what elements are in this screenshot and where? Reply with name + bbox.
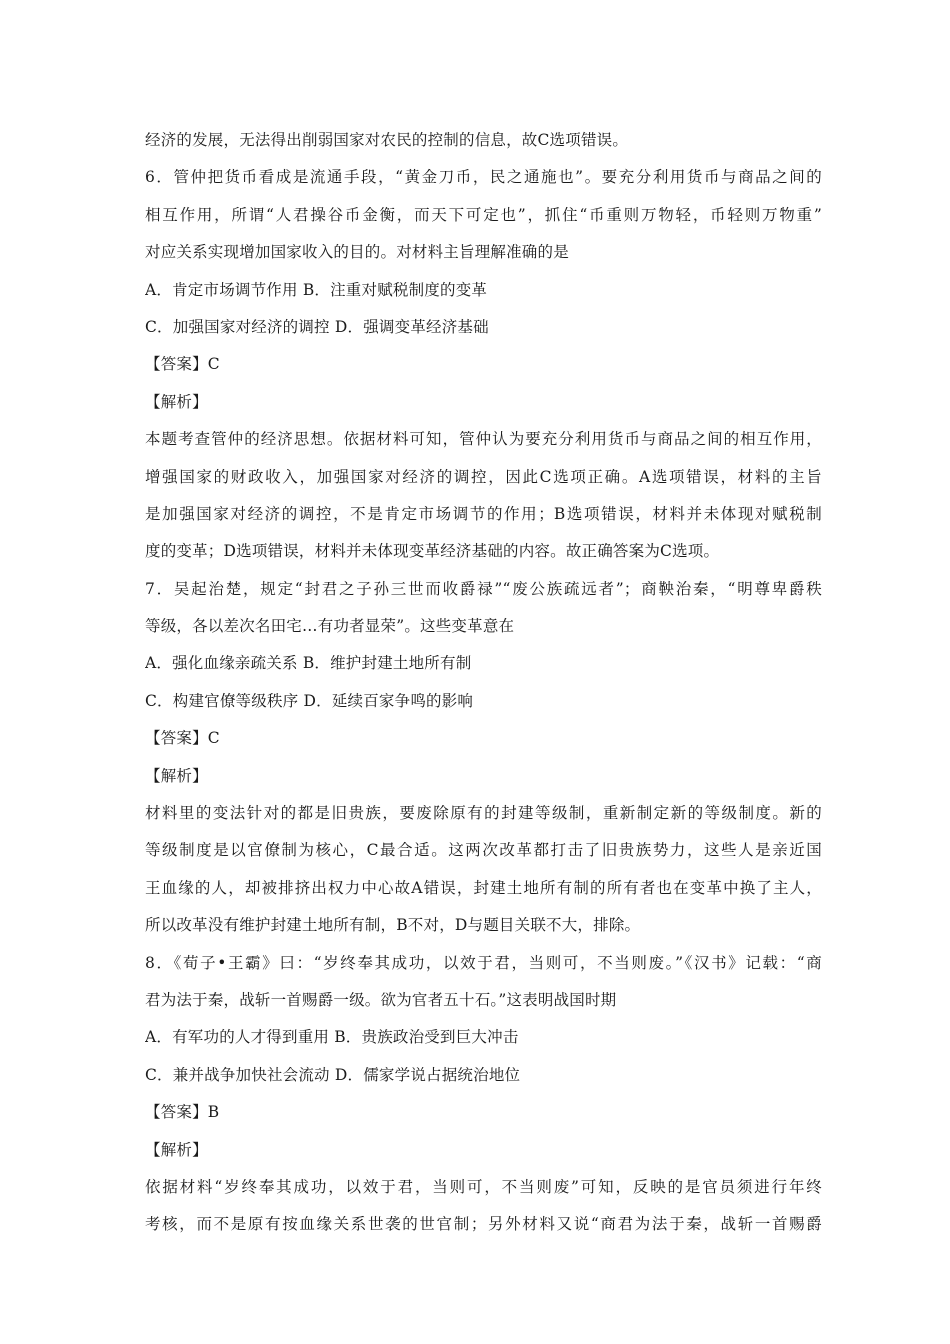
question-6-stem: 6．管仲把货币看成是流通手段，“黄金刀币，民之通施也”。要充分利用货币与商品之间的 (145, 168, 822, 187)
question-7-options-ab: A．强化血缘亲疏关系 B．维护封建土地所有制 (145, 654, 472, 673)
question-6-answer: 【答案】C (145, 355, 220, 374)
text-line: 等级，各以差次名田宅…有功者显荣”。这些变革意在 (145, 617, 515, 636)
question-7-answer: 【答案】C (145, 729, 220, 748)
question-8-analysis-heading: 【解析】 (145, 1140, 208, 1159)
question-8-answer: 【答案】B (145, 1103, 220, 1122)
text-line: 材料里的变法针对的都是旧贵族，要废除原有的封建等级制，重新制定新的等级制度。新的 (145, 804, 822, 823)
question-7-stem: 7．吴起治楚，规定“封君之子孙三世而收爵禄”“废公族疏远者”；商鞅治秦，“明尊卑爵秩 (145, 579, 822, 598)
text-line: 所以改革没有维护封建土地所有制，B不对，D与题目关联不大，排除。 (145, 916, 641, 935)
text-line: 等级制度是以官僚制为核心，C最合适。这两次改革都打击了旧贵族势力，这些人是亲近国 (145, 841, 822, 860)
question-7-options-cd: C．构建官僚等级秩序 D．延续百家争鸣的影响 (145, 691, 474, 710)
text-line: 度的变革；D选项错误，材料并未体现变革经济基础的内容。故正确答案为C选项。 (145, 542, 720, 561)
question-6-analysis-heading: 【解析】 (145, 392, 208, 411)
question-6-options-ab: A．肯定市场调节作用 B．注重对赋税制度的变革 (145, 280, 488, 299)
question-8-options-ab: A．有军功的人才得到重用 B．贵族政治受到巨大冲击 (145, 1028, 519, 1047)
text-line: 经济的发展，无法得出削弱国家对农民的控制的信息，故C选项错误。 (145, 131, 629, 149)
question-8-options-cd: C．兼并战争加快社会流动 D．儒家学说占据统治地位 (145, 1065, 521, 1084)
text-line: 王血缘的人，却被排挤出权力中心故A错误，封建土地所有制的所有者也在变革中换了主人， (145, 878, 822, 897)
text-line: 君为法于秦，战斩一首赐爵一级。欲为官者五十石。”这表明战国时期 (145, 990, 617, 1009)
text-line: 是加强国家对经济的调控，不是肯定市场调节的作用；B选项错误，材料并未体现对赋税制 (145, 504, 822, 523)
question-7-analysis-heading: 【解析】 (145, 766, 208, 785)
text-line: 相互作用，所谓“人君操谷币金衡，而天下可定也”，抓住“币重则万物轻，币轻则万物重” (145, 205, 822, 224)
text-line: 本题考查管仲的经济思想。依据材料可知，管仲认为要充分利用货币与商品之间的相互作用， (145, 430, 822, 449)
text-line: 对应关系实现增加国家收入的目的。对材料主旨理解准确的是 (145, 243, 569, 262)
text-line: 考核，而不是原有按血缘关系世袭的世官制；另外材料又说“商君为法于秦，战斩一首赐爵 (145, 1215, 822, 1234)
text-line: 依据材料“岁终奉其成功，以效于君，当则可，不当则废”可知，反映的是官员须进行年终 (145, 1177, 822, 1196)
text-line: 增强国家的财政收入，加强国家对经济的调控，因此C选项正确。A选项错误，材料的主旨 (145, 467, 822, 486)
question-6-options-cd: C．加强国家对经济的调控 D．强调变革经济基础 (145, 317, 489, 336)
question-8-stem: 8．《荀子•王霸》曰：“岁终奉其成功，以效于君，当则可，不当则废。”《汉书》记载：“商 (145, 953, 822, 972)
